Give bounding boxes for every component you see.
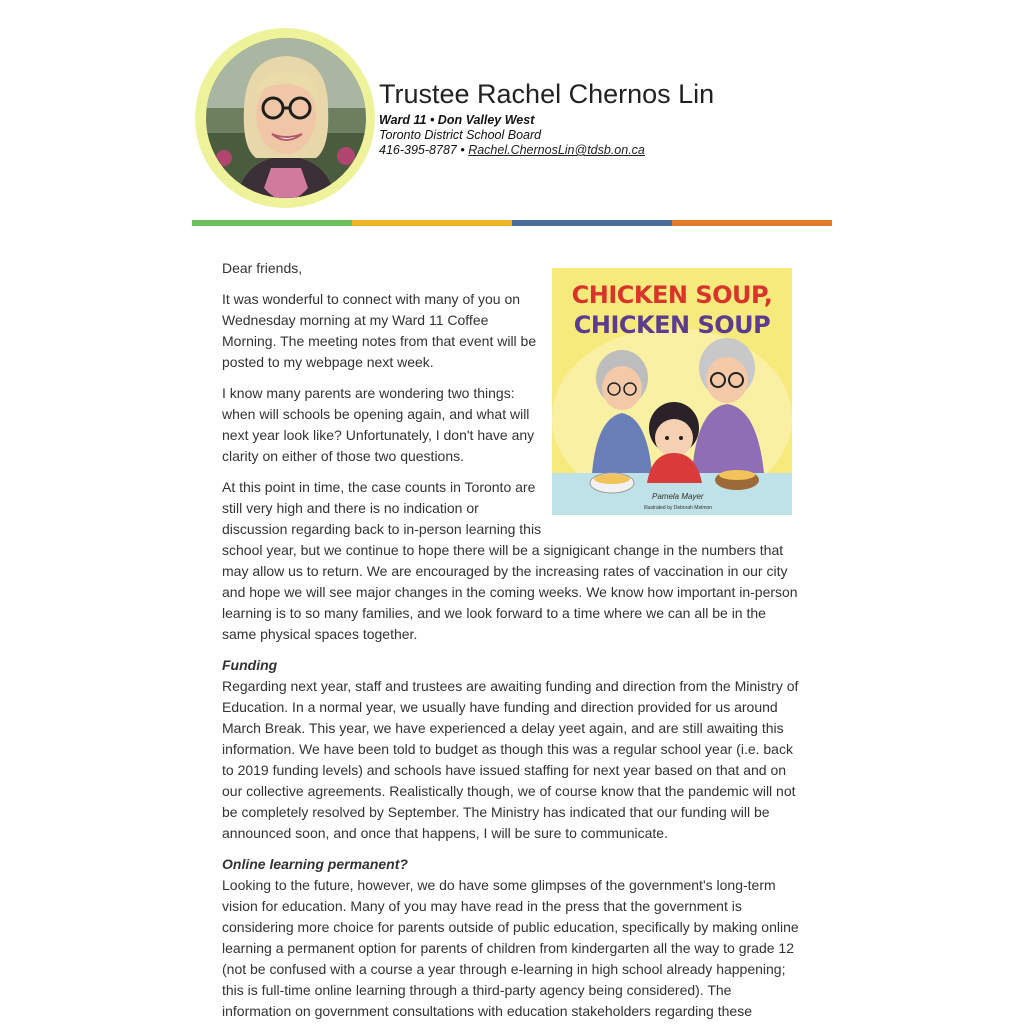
- funding-heading: Funding: [222, 657, 278, 673]
- section-funding: [222, 655, 804, 844]
- paragraph-case-counts: At this point in time, the case counts in Toronto are still very high and there is no indication or discussion regarding back to in-person learning this school year, but we continue to hope there will be a signigicant change in the numbers that may allow us to return. We are encouraged by the increasing rates of vaccination in our city and hope we will see major changes in the coming weeks. We know how important in-person learning is to so many families, and we look forward to a time where we can all be in the same physical spaces together.: [222, 479, 798, 642]
- book-title-line1: CHICKEN SOUP,: [571, 281, 773, 309]
- online-learning-text: Looking to the future, however, we do have some glimpses of the government's long-term vision for education. Many of you may have read in the press that the government is considering more choice for parents outside of public education, specifically by making online learning a permanent option for parents of children from kindergarten all the way to grade 12 (not be confused with a course a year through e-learning in high school already happening; this is full-time online learning through a third-party agency being considered). The information on government consultations with education stakeholders regarding these: [222, 877, 799, 1019]
- color-stripe: [192, 220, 832, 226]
- book-title-line2: CHICKEN SOUP: [573, 311, 771, 339]
- avatar: [206, 38, 366, 198]
- paragraph-coffee-morning: It was wonderful to connect with many of you on Wednesday morning at my Ward 11 Coffee Morning. The meeting notes from that event will be posted to my webpage next week.: [222, 291, 537, 370]
- book-title: [552, 280, 792, 340]
- stripe-green: [192, 220, 352, 226]
- email-link[interactable]: Rachel.ChernosLin@tdsb.on.ca: [468, 143, 645, 157]
- contact-line: [379, 143, 645, 158]
- stripe-orange: [672, 220, 832, 226]
- phone-number: 416-395-8787 •: [379, 143, 465, 157]
- newsletter-header: [192, 26, 832, 212]
- ward-label: Ward 11 • Don Valley West: [379, 113, 535, 127]
- paragraph-school-questions: I know many parents are wondering two things: when will schools be opening again, and what will next year look like? Unfortunately, I don't have any clarity on either of those two questions.: [222, 385, 535, 464]
- stripe-blue: [512, 220, 672, 226]
- stripe-yellow: [352, 220, 512, 226]
- avatar-ring: [195, 28, 375, 208]
- section-online-learning: [222, 854, 804, 1022]
- funding-text: Regarding next year, staff and trustees are awaiting funding and direction from the Ministry of Education. In a normal year, we usually have funding and direction provided for us around March Break. This year, we have experienced a delay yeet again, and are still awaiting this information. We have been told to budget as though this was a regular school year (i.e. back to 2019 funding levels) and schools have issued staffing for next year based on that and on our collective agreements. Realistically though, we of course know that the pandemic will not be completely resolved by September. The Ministry has indicated that our funding will be announced soon, and once that happens, I will be sure to communicate.: [222, 678, 799, 841]
- book-cover-image: [552, 268, 792, 515]
- book-illustrator: Illustrated by Deborah Melmon: [644, 505, 713, 511]
- school-board: Toronto District School Board: [379, 128, 542, 142]
- book-author: Pamela Mayer: [652, 492, 704, 501]
- greeting: Dear friends,: [222, 260, 303, 276]
- newsletter-body: [222, 258, 804, 1032]
- online-learning-heading: Online learning permanent?: [222, 856, 408, 872]
- contact-info: [379, 113, 645, 158]
- trustee-name: Trustee Rachel Chernos Lin: [379, 79, 715, 109]
- avatar-photo: [206, 38, 366, 198]
